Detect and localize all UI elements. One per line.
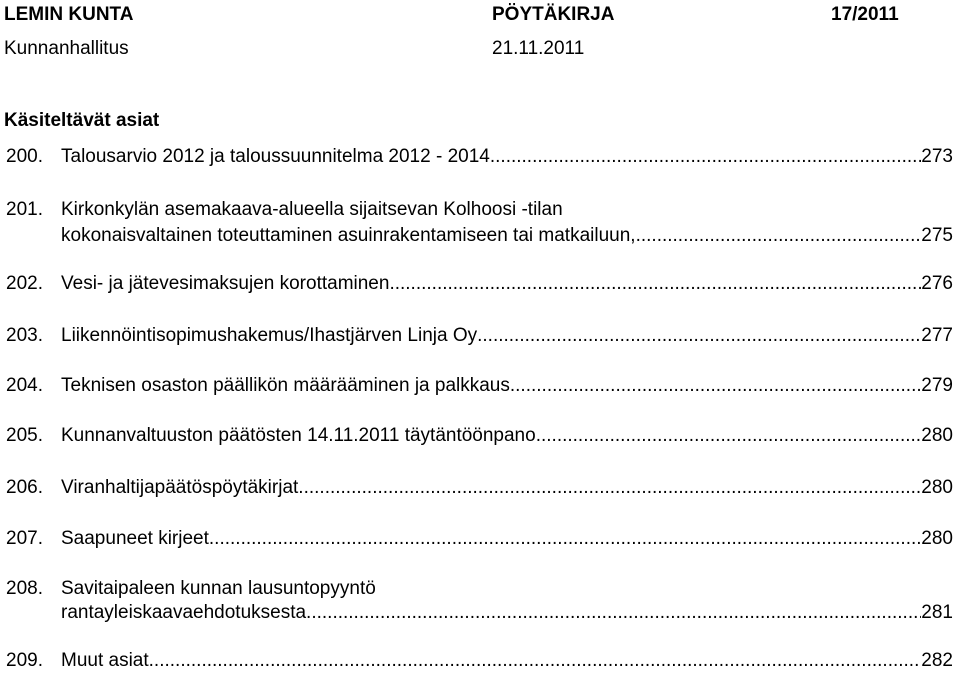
- item-title: Saapuneet kirjeet: [61, 528, 209, 549]
- item-page: 280: [921, 425, 953, 446]
- item-title: Viranhaltijapäätöspöytäkirjat: [61, 477, 299, 498]
- item-title-line-1: Savitaipaleen kunnan lausuntopyyntö: [61, 578, 376, 599]
- dot-leader: [490, 146, 921, 168]
- item-page: 281: [921, 602, 953, 623]
- dot-leader: [477, 325, 921, 347]
- document-number: 17/2011: [831, 4, 899, 25]
- item-number: 204.: [6, 375, 43, 396]
- dot-leader: [510, 375, 921, 397]
- item-page: 277: [921, 325, 953, 346]
- item-number: 208.: [6, 578, 43, 599]
- item-page: 279: [921, 375, 953, 396]
- document-type: PÖYTÄKIRJA: [492, 4, 615, 25]
- dot-leader: [306, 602, 921, 624]
- dot-leader: [636, 225, 922, 247]
- item-number: 200.: [6, 146, 43, 167]
- item-number: 202.: [6, 273, 43, 294]
- section-title: Käsiteltävät asiat: [4, 110, 160, 131]
- item-page: 273: [921, 146, 953, 167]
- item-number: 205.: [6, 425, 43, 446]
- dot-leader: [536, 425, 922, 447]
- item-title: Muut asiat: [61, 650, 149, 671]
- item-title-line-1: Kirkonkylän asemakaava-alueella sijaitsevan Kolhoosi -tilan: [61, 199, 563, 220]
- item-title: Vesi- ja jätevesimaksujen korottaminen: [61, 273, 390, 294]
- item-title-line-2: rantayleiskaavaehdotuksesta: [61, 602, 307, 623]
- item-title: Teknisen osaston päällikön määrääminen ja palkkaus: [61, 375, 510, 396]
- governing-body: Kunnanhallitus: [4, 38, 129, 59]
- item-page: 280: [921, 477, 953, 498]
- item-number: 201.: [6, 199, 43, 220]
- item-number: 209.: [6, 650, 43, 671]
- dot-leader: [298, 477, 921, 499]
- item-page: 275: [921, 225, 953, 246]
- municipality-name: LEMIN KUNTA: [4, 4, 134, 25]
- item-page: 282: [921, 650, 953, 671]
- dot-leader: [389, 273, 921, 295]
- item-title: Liikennöintisopimushakemus/Ihastjärven Linja Oy: [61, 325, 478, 346]
- item-page: 276: [921, 273, 953, 294]
- item-number: 206.: [6, 477, 43, 498]
- item-title: Talousarvio 2012 ja taloussuunnitelma 2012 - 2014: [61, 146, 490, 167]
- item-page: 280: [921, 528, 953, 549]
- item-title: Kunnanvaltuuston päätösten 14.11.2011 täytäntöönpano: [61, 425, 536, 446]
- item-title-line-2: kokonaisvaltainen toteuttaminen asuinrakentamiseen tai matkailuun,: [61, 225, 636, 246]
- meeting-date: 21.11.2011: [492, 38, 585, 59]
- item-number: 207.: [6, 528, 43, 549]
- dot-leader: [209, 528, 921, 550]
- item-number: 203.: [6, 325, 43, 346]
